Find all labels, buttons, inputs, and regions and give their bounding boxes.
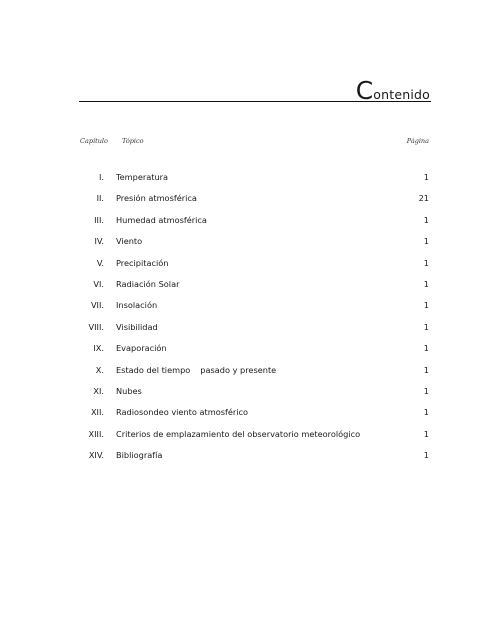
toc-entry[interactable] xyxy=(0,428,495,449)
toc-entry-page: 21 xyxy=(418,193,429,204)
toc-entry-page: 1 xyxy=(423,450,429,461)
toc-entry-page: 1 xyxy=(423,343,429,354)
toc-entry-page: 1 xyxy=(423,236,429,247)
column-header-chapter: Capítulo xyxy=(80,137,108,145)
toc-entry-label-text: Criterios de emplazamiento del observatorio meteorológico xyxy=(116,428,361,439)
toc-entry[interactable] xyxy=(0,278,495,299)
toc-entry[interactable] xyxy=(0,192,495,213)
toc-entry[interactable] xyxy=(0,321,495,342)
toc-entry-label-text: Temperatura xyxy=(116,172,169,182)
toc-entry-label-text: Evaporación xyxy=(116,343,167,354)
toc-entry[interactable] xyxy=(0,449,495,470)
toc-entry-page: 1 xyxy=(423,364,429,375)
column-header-topic: Tópico xyxy=(122,137,144,145)
toc-entry-label xyxy=(116,192,197,204)
toc-entry[interactable] xyxy=(0,214,495,235)
toc-entry-label-text: Insolación xyxy=(116,300,158,311)
toc-entry-label xyxy=(116,278,179,290)
toc-entry-label xyxy=(116,299,157,311)
toc-entry-page: 1 xyxy=(423,172,429,182)
toc-entry-label-text: Visibilidad xyxy=(116,321,158,332)
toc-entry[interactable] xyxy=(0,385,495,406)
toc-entry-page: 1 xyxy=(423,278,429,289)
toc-entry-page: 1 xyxy=(423,321,429,332)
toc-entry-label-continuation: pasado y presente xyxy=(200,364,277,375)
toc-entry-number: VI. xyxy=(93,278,104,289)
toc-entry-number: VII. xyxy=(90,300,104,311)
toc-entry-number: X. xyxy=(95,364,104,375)
toc-entry-label-text: Viento xyxy=(116,236,143,247)
toc-entry-number: VIII. xyxy=(88,321,104,332)
toc-entry-label-text: Radiosondeo viento atmosférico xyxy=(116,407,249,418)
toc-entry[interactable] xyxy=(0,171,495,192)
toc-entry-label xyxy=(116,342,167,354)
toc-entry-label xyxy=(116,449,162,461)
toc-entry-label xyxy=(116,321,158,333)
toc-entry-label xyxy=(116,406,248,418)
title-rule xyxy=(79,101,431,102)
toc-entry-label-text: Radiación Solar xyxy=(116,278,180,289)
toc-entry-page: 1 xyxy=(423,407,429,418)
table-of-contents xyxy=(0,171,495,470)
toc-entry[interactable] xyxy=(0,299,495,320)
toc-entry-number: IX. xyxy=(93,343,104,354)
toc-entry-label xyxy=(116,428,360,440)
toc-entry[interactable] xyxy=(0,406,495,427)
page-title xyxy=(356,78,430,103)
toc-entry-number: XII. xyxy=(90,407,104,418)
toc-entry-number: XIV. xyxy=(88,450,104,461)
toc-entry-page: 1 xyxy=(423,300,429,311)
toc-entry-label-text: Bibliografía xyxy=(116,450,163,461)
toc-entry[interactable] xyxy=(0,342,495,363)
toc-entry-label-text: Precipitación xyxy=(116,257,169,268)
toc-entry-label-text: Estado del tiempo xyxy=(116,364,191,375)
toc-entry[interactable] xyxy=(0,364,495,385)
toc-entry-label xyxy=(116,257,168,269)
toc-entry-number: I. xyxy=(98,172,104,182)
toc-entry-label-text: Presión atmosférica xyxy=(116,193,197,204)
toc-entry-page: 1 xyxy=(423,214,429,225)
toc-entry-number: III. xyxy=(94,214,104,225)
column-header-page: Página xyxy=(406,137,429,145)
toc-entry-page: 1 xyxy=(423,385,429,396)
toc-entry-label-text: Humedad atmosférica xyxy=(116,214,207,225)
toc-entry[interactable] xyxy=(0,257,495,278)
toc-entry-number: V. xyxy=(96,257,104,268)
toc-entry-page: 1 xyxy=(423,257,429,268)
toc-entry-label xyxy=(116,364,276,376)
title-rest: ontenido xyxy=(373,87,430,102)
toc-entry-label xyxy=(116,171,168,183)
toc-entry-label-text: Nubes xyxy=(116,385,142,396)
toc-entry-page: 1 xyxy=(423,428,429,439)
toc-entry-label xyxy=(116,214,207,226)
toc-entry-number: XI. xyxy=(93,385,104,396)
title-initial: C xyxy=(355,76,374,105)
toc-entry-number: XIII. xyxy=(88,428,104,439)
toc-entry-number: II. xyxy=(96,193,104,204)
toc-entry-number: IV. xyxy=(94,236,104,247)
toc-entry-label xyxy=(116,235,142,247)
toc-entry[interactable] xyxy=(0,235,495,256)
toc-entry-label xyxy=(116,385,142,397)
